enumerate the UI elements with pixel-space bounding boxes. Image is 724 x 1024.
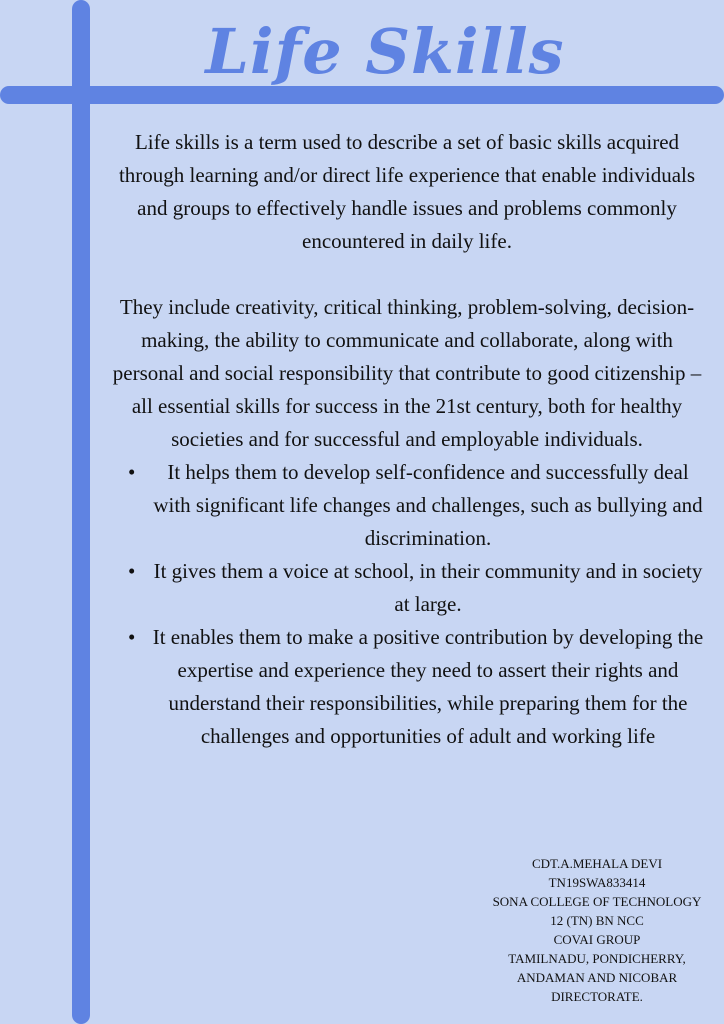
bullet-icon: • bbox=[128, 460, 136, 484]
list-item bbox=[108, 555, 706, 621]
page-title: Life Skills bbox=[205, 15, 565, 88]
signature-line: ANDAMAN AND NICOBAR bbox=[516, 970, 678, 985]
intro-paragraph: Life skills is a term used to describe a set of basic skills acquired through learning and/or direct life experience that enable individuals and groups to effectively handle issues and problems commonly encountered in daily life. bbox=[118, 130, 696, 253]
list-item bbox=[108, 456, 706, 555]
benefits-list bbox=[108, 456, 706, 753]
skills-paragraph: They include creativity, critical thinking, problem-solving, decision-making, the ability to communicate and collaborate, along with personal and social responsibility that contribute to good citizenship – all essential skills for success in the 21st century, both for healthy societies and for successful and employable individuals. bbox=[112, 295, 702, 451]
vertical-cross-bar bbox=[72, 0, 90, 1024]
signature-line: SONA COLLEGE OF TECHNOLOGY bbox=[492, 894, 702, 909]
signature-line: COVAI GROUP bbox=[553, 932, 641, 947]
main-content bbox=[108, 126, 706, 753]
list-item-text: It enables them to make a positive contribution by developing the expertise and experience they need to assert their rights and understand their responsibilities, while preparing them for the challenges and opportunities of adult and working life bbox=[152, 625, 704, 748]
bullet-icon: • bbox=[128, 625, 136, 649]
bullet-icon: • bbox=[128, 559, 136, 583]
signature-line: DIRECTORATE. bbox=[551, 989, 643, 1004]
signature-line: TN19SWA833414 bbox=[548, 875, 646, 890]
signature-line: 12 (TN) BN NCC bbox=[550, 913, 644, 928]
signature-line: CDT.A.MEHALA DEVI bbox=[531, 856, 663, 871]
author-signature bbox=[466, 854, 724, 1006]
list-item bbox=[108, 621, 706, 753]
signature-line: TAMILNADU, PONDICHERRY, bbox=[508, 951, 686, 966]
list-item-text: It helps them to develop self-confidence and successfully deal with significant life changes and challenges, such as bullying and discrimination. bbox=[153, 460, 703, 550]
list-item-text: It gives them a voice at school, in their community and in society at large. bbox=[153, 559, 703, 616]
